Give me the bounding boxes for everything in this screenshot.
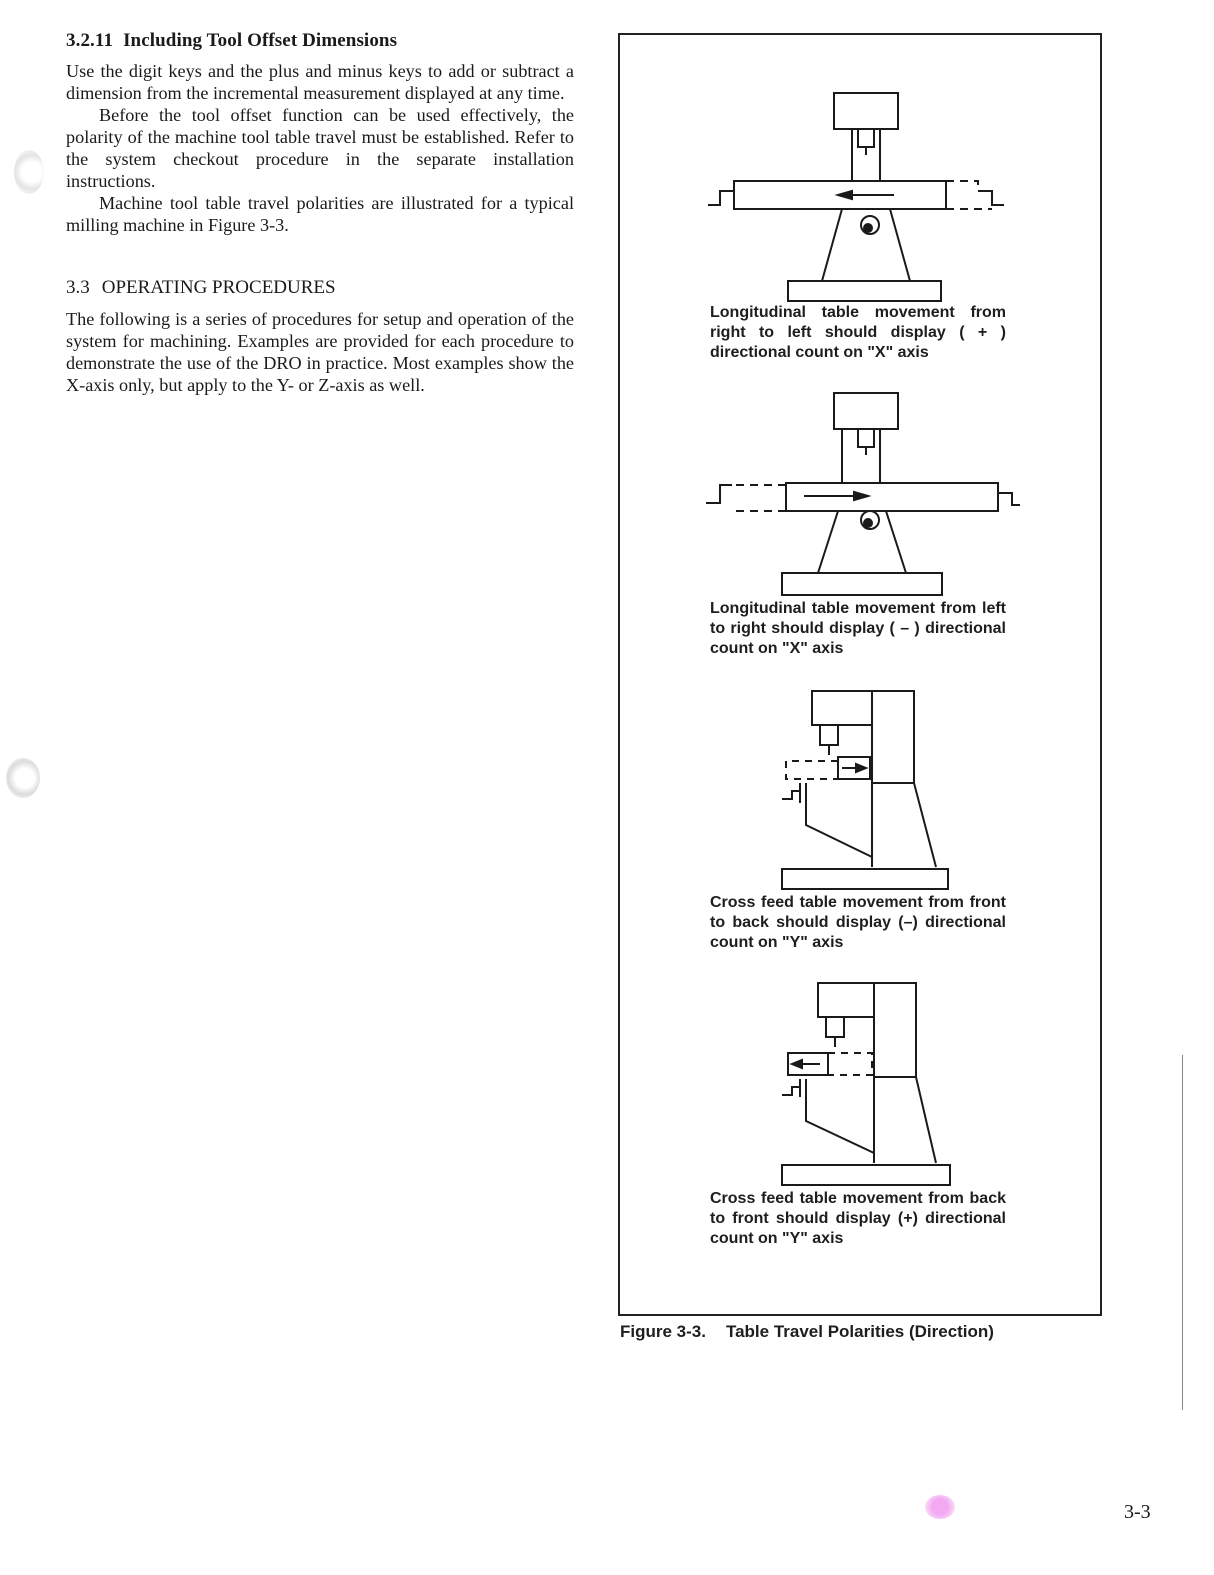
punch-hole-middle [6,758,40,798]
diagram-longitudinal-left-to-right [706,393,1020,595]
paragraph-operating-procedures: The following is a series of procedures for setup and operation of the system for machining. Examples are provided for each procedure to demonstrate the use of the DRO in practice. Most examples show the X-axis only, but apply to the Y- or Z-axis as well. [66,309,574,395]
diagram-longitudinal-right-to-left [708,93,1004,301]
section-title: OPERATING PROCEDURES [101,277,336,298]
paragraph-3: Machine tool table travel polarities are illustrated for a typical milling machine in Figure 3-3. [66,193,574,235]
page-number: 3-3 [1124,1501,1151,1523]
figure-box [618,33,1102,1316]
section-heading-3-2-11 [66,30,574,52]
section-heading-3-3 [66,277,574,299]
section-title: Including Tool Offset Dimensions [123,30,398,51]
section-number: 3.3 [66,277,90,298]
diagram-cross-feed-back-to-front [782,983,950,1185]
diagram-cross-feed-front-to-back [782,691,948,889]
caption-3: Cross feed table movement from front to back should display (–) directional count on "Y" axis [710,894,1006,951]
figure-drawings [620,35,1104,1318]
punch-hole-top [14,150,44,194]
figure-title [620,1322,994,1342]
stamp-mark [925,1495,955,1519]
left-column [66,30,574,396]
caption-1: Longitudinal table movement from right to left should display ( + ) directional count on "X" axis [710,304,1006,361]
scan-edge-line [1182,1055,1183,1410]
figure-number: Figure 3-3. [620,1322,706,1341]
figure-title-text: Table Travel Polarities (Direction) [725,1322,994,1341]
caption-2: Longitudinal table movement from left to right should display ( – ) directional count on "X" axis [710,600,1006,657]
paragraph-2: Before the tool offset function can be used effectively, the polarity of the machine tool table travel must be established. Refer to the system checkout procedure in the separate installation instructions. [66,105,574,191]
section-number: 3.2.11 [66,30,114,51]
paragraph-1: Use the digit keys and the plus and minus keys to add or subtract a dimension from the incremental measurement displayed at any time. [66,61,574,103]
caption-4: Cross feed table movement from back to front should display (+) directional count on "Y" axis [710,1190,1006,1247]
